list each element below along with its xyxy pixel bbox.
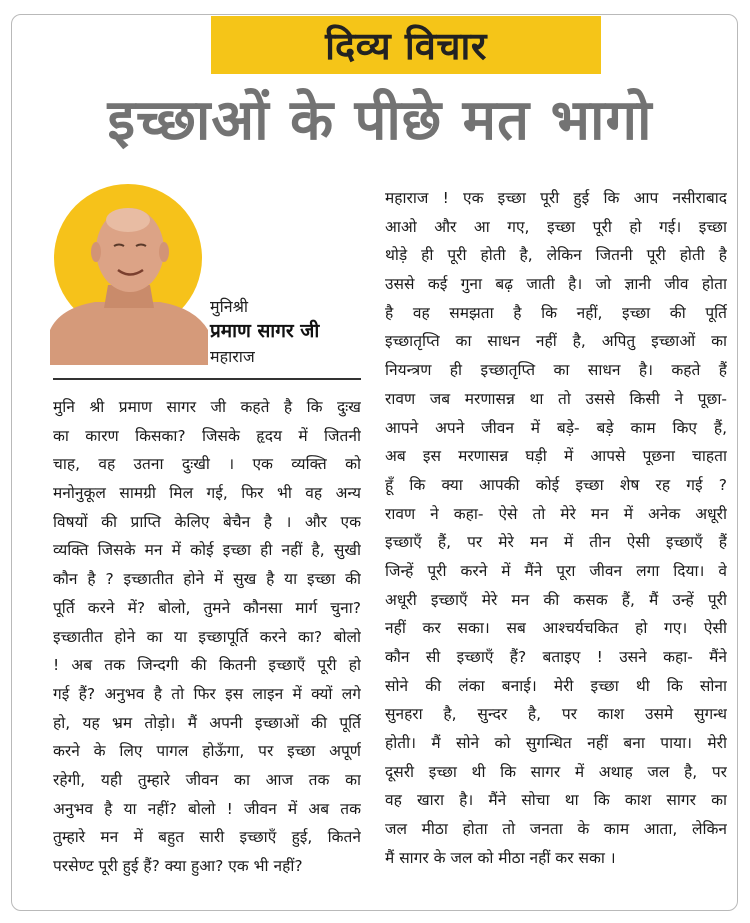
body-line: सोने की लंका बनाई। मेरी इच्छा थी कि सोना (385, 676, 727, 695)
body-line: तुम्हारे मन में बहुत सारी इच्छाएँ हुई, कितने (53, 828, 361, 847)
body-line: होती। मैं सोने को सुगन्धित नहीं बना पाया। मेरी (385, 734, 727, 753)
body-line: दूसरी इच्छा थी कि सागर में अथाह जल है, पर (385, 762, 727, 781)
author-caption (210, 294, 319, 369)
body-line: उससे कई गुना बढ़ जाती है। जो ज्ञानी जीव होता (385, 275, 727, 294)
body-line: थोड़े ही पूरी होती है, लेकिन जितनी पूरी होती है (385, 246, 727, 265)
body-line: कौन है ? इच्छातीत होने में सुख है या इच्छा की (53, 570, 361, 589)
body-line: अब इस मरणासन्न घड़ी में आपसे पूछना चाहता (385, 447, 727, 466)
author-suffix: महाराज (210, 347, 255, 366)
author-ear-left (91, 242, 101, 262)
body-line: है वह समझता है कि नहीं, इच्छा की पूर्ति (385, 303, 727, 322)
body-line: अनुभव है या नहीं? बोलो ! जीवन में अब तक (53, 799, 361, 818)
author-photo (50, 180, 210, 365)
body-line: हूँ कि क्या आपकी कोई इच्छा शेष रह गई ? (385, 475, 727, 494)
body-line: आपने अपने जीवन में बड़े- बड़े काम किए हैं, (385, 418, 727, 437)
body-line: मनोनुकूल सामग्री मिल गई, फिर भी वह अन्य (53, 484, 361, 503)
body-line: पूर्ति करने में? बोलो, तुमने कौनसा मार्ग चुना? (53, 598, 361, 617)
author-head-shine (106, 208, 150, 232)
author-ear-right (159, 242, 169, 262)
body-line: रावण जब मरणासन्न था तो उससे किसी ने पूछा- (385, 389, 727, 408)
body-line: जल मीठा होता तो जनता के काम आता, लेकिन (385, 820, 727, 839)
body-line: नियन्त्रण ही इच्छातृप्ति का साधन है। कहते हैं (385, 361, 727, 380)
author-title: मुनिश्री (210, 297, 249, 316)
body-line: वह खारा है। मैंने सोचा था कि काश सागर का (385, 791, 727, 810)
body-line: नहीं कर सका। सब आश्चर्यचकित हो गए। ऐसी (385, 619, 727, 638)
body-line: चाह, वह उतना दुःखी । एक व्यक्ति को (53, 455, 361, 474)
body-line: इच्छातृप्ति का साधन नहीं है, अपितु इच्छाओं का (385, 332, 727, 351)
body-line: आओ और आ गए, इच्छा पूरी हो गई। इच्छा (385, 217, 727, 236)
body-line: कौन सी इच्छाएँ हैं? बताइए ! उसने कहा- मैंने (385, 648, 727, 666)
body-line: विषयों की प्राप्ति केलिए बेचैन है । और एक (53, 512, 361, 531)
left-column (53, 393, 361, 881)
body-line: इच्छाएँ हैं, पर मेरे मन में तीन ऐसी इच्छाएँ हैं (385, 533, 727, 552)
body-line: ! अब तक जिन्दगी की कितनी इच्छाएँ पूरी हो (53, 656, 361, 675)
right-column (385, 184, 727, 873)
divider-rule (53, 378, 361, 380)
body-line: इच्छातीत होने का या इच्छापूर्ति करने का? बोलो (53, 627, 361, 646)
body-line: परसेण्ट पूरी हुई हैं? क्या हुआ? एक भी नहीं? (53, 857, 303, 875)
body-line: मुनि श्री प्रमाण सागर जी कहते है कि दुःख (53, 398, 361, 416)
body-line: गई हैं? अनुभव है तो फिर इस लाइन में क्यों लगे (53, 684, 361, 703)
body-line: महाराज ! एक इच्छा पूरी हुई कि आप नसीराबाद (385, 189, 727, 207)
body-line: करने के लिए पागल होऊँगा, पर इच्छा अपूर्ण (53, 742, 361, 761)
author-body (50, 302, 208, 365)
section-title: दिव्य विचार (325, 24, 487, 68)
body-line: रावण ने कहा- ऐसे तो मेरे मन में अनेक अधूरी (385, 504, 727, 523)
body-line: सुनहरा है, सुन्दर है, पर काश उसमे सुगन्ध (385, 705, 727, 724)
body-line: अधूरी इच्छाएँ मेरे मन की कसक हैं, मैं उन्हें पूरी (385, 590, 727, 609)
body-line: रहेगी, यही तुम्हारे जीवन का आज तक का (53, 770, 361, 789)
body-line: मैं सागर के जल को मीठा नहीं कर सका । (385, 848, 616, 867)
section-banner (211, 16, 601, 74)
body-line: जिन्हें पूरी करने में मैंने पूरा जीवन लगा दिया। वे (385, 561, 727, 580)
author-name: प्रमाण सागर जी (210, 320, 320, 342)
body-line: व्यक्ति जिसके मन में कोई इच्छा ही नहीं है, सुखी (53, 541, 361, 560)
body-line: हो, यह भ्रम तोड़ो। मैं अपनी इच्छाओं की पूर्ति (53, 713, 361, 732)
body-line: का कारण किसका? जिसके हृदय में जितनी (53, 426, 361, 445)
headline: इच्छाओं के पीछे मत भागो (107, 88, 653, 153)
